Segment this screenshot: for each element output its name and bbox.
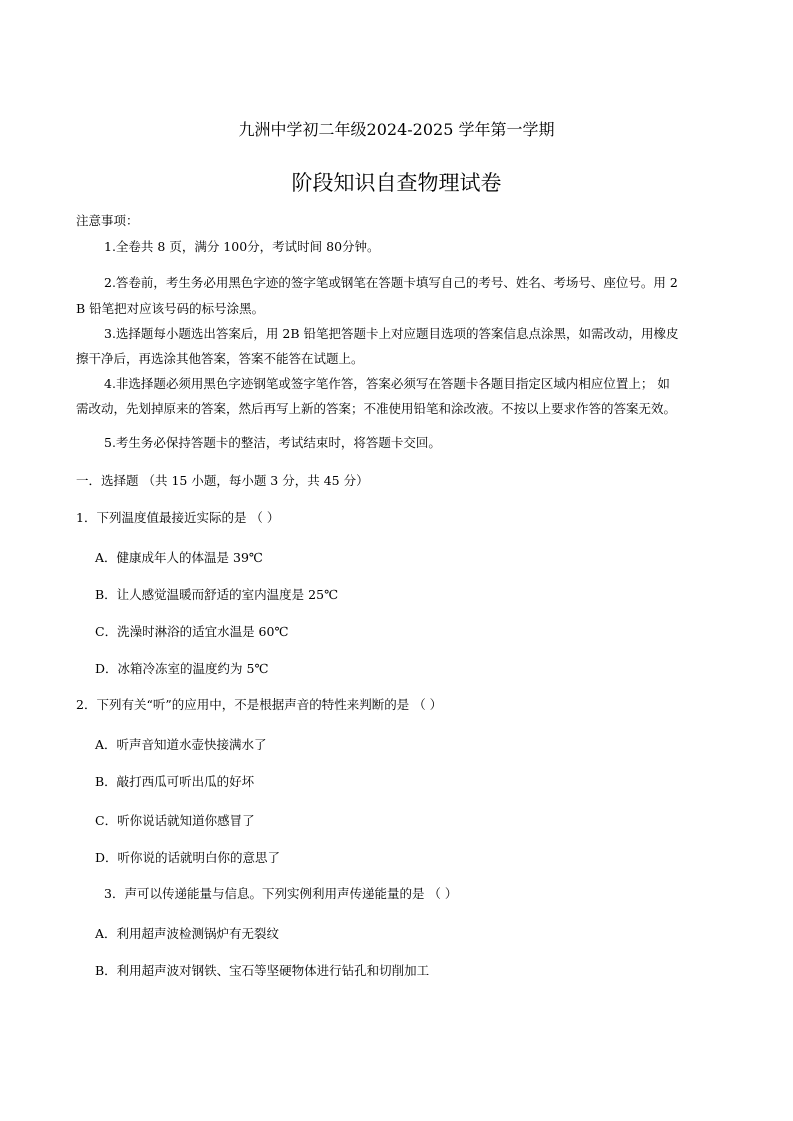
notice-item-continuation: 擦干净后，再选涂其他答案，答案不能答在试题上。 bbox=[76, 351, 364, 366]
question-option: A．健康成年人的体温是 39℃ bbox=[95, 550, 263, 565]
question-option: A．利用超声波检测锅炉有无裂纹 bbox=[95, 926, 280, 941]
question-option: C．听你说话就知道你感冒了 bbox=[95, 813, 255, 828]
notice-item-continuation: B 铅笔把对应该号码的标号涂黑。 bbox=[76, 301, 265, 316]
question-option: C．洗澡时淋浴的适宜水温是 60℃ bbox=[95, 624, 289, 639]
question-option: D．听你说的话就明白你的意思了 bbox=[95, 850, 281, 865]
question-stem: 3．声可以传递能量与信息。下列实例利用声传递能量的是 （ ） bbox=[104, 886, 458, 901]
school-term-line: 九洲中学初二年级2024-2025 学年第一学期 bbox=[238, 120, 555, 139]
notice-item: 3.选择题每小题选出答案后，用 2B 铅笔把答题卡上对应题目选项的答案信息点涂黑，如需改动，用橡皮 bbox=[104, 326, 679, 341]
question-option: D．冰箱冷冻室的温度约为 5℃ bbox=[95, 661, 269, 676]
notice-item: 1.全卷共 8 页，满分 100分，考试时间 80分钟。 bbox=[104, 239, 380, 254]
notice-item: 2.答卷前，考生务必用黑色字迹的签字笔或钢笔在答题卡填写自己的考号、姓名、考场号、座位号。用 2 bbox=[104, 275, 678, 290]
notice-item: 4.非选择题必须用黑色字迹钢笔或签字笔作答，答案必须写在答题卡各题目指定区域内相应位置上； 如 bbox=[104, 376, 670, 391]
question-option: B．利用超声波对钢铁、宝石等坚硬物体进行钻孔和切削加工 bbox=[95, 963, 430, 978]
notice-item: 5.考生务必保持答题卡的整洁，考试结束时，将答题卡交回。 bbox=[104, 435, 441, 450]
notice-heading: 注意事项： bbox=[76, 213, 139, 228]
notice-item-continuation: 需改动，先划掉原来的答案，然后再写上新的答案；不准使用铅笔和涂改液。不按以上要求作答的答案无效。 bbox=[76, 401, 677, 416]
exam-title: 阶段知识自查物理试卷 bbox=[291, 171, 502, 195]
question-stem: 2．下列有关“听”的应用中，不是根据声音的特性来判断的是 （ ） bbox=[76, 697, 443, 712]
section-title: 一．选择题 （共 15 小题，每小题 3 分，共 45 分） bbox=[76, 473, 369, 488]
question-option: A．听声音知道水壶快接满水了 bbox=[95, 737, 267, 752]
question-stem: 1．下列温度值最接近实际的是 （ ） bbox=[76, 510, 280, 525]
question-option: B．敲打西瓜可听出瓜的好坏 bbox=[95, 774, 255, 789]
question-option: B．让人感觉温暖而舒适的室内温度是 25℃ bbox=[95, 587, 339, 602]
